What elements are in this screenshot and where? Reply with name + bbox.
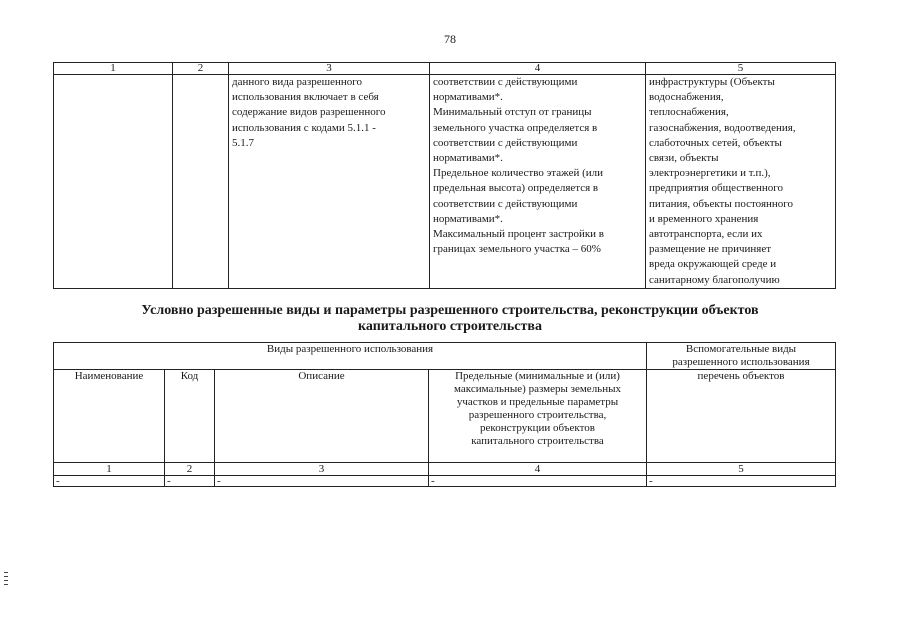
data-cell-2: - [165,476,215,487]
data-cell-1: - [54,476,165,487]
page-number: 78 [444,32,456,46]
number-1: 1 [54,463,165,476]
column-number-1: 1 [54,63,173,75]
group-header-row [54,343,836,370]
aux-objects-label: перечень объектов [697,370,785,382]
section-heading: Условно разрешенные виды и параметры разрешенного строительства, реконструкции объектов капитального строительства [141,303,759,334]
cell-auxiliary-objects: инфраструктуры (Объекты водоснабжения, теплоснабжения, газоснабжения, водоотведения, слаботочных сетей, объекты связи, объекты электроэнергетики и т.п.), предприятия общественного питания, объекты постоянного и временного хранения автотранспорта, если их размещение не причиняет вреда окружающей среде и санитарному благополучию [646,75,836,289]
cell-code [173,75,229,289]
data-cell-3: - [215,476,429,487]
continuation-header-row [54,63,836,75]
group-header: Виды разрешенного использования [54,343,647,370]
header-limits: Предельные (минимальные и (или) максимальные) размеры земельных участков и предельные параметры разрешенного строительства, реконструкции объектов капитального строительства [429,370,647,463]
aux-header [647,343,836,463]
aux-header-label: Вспомогательные виды разрешенного использования [672,343,810,368]
header-code: Код [165,370,215,463]
column-number-5: 5 [646,63,836,75]
column-number-3: 3 [229,63,430,75]
data-cell-4: - [429,476,647,487]
column-number-4: 4 [430,63,646,75]
column-number-2: 2 [173,63,229,75]
header-name: Наименование [54,370,165,463]
continuation-body-row [54,75,836,289]
continuation-table [53,62,836,289]
number-3: 3 [215,463,429,476]
number-row [54,463,836,476]
number-4: 4 [429,463,647,476]
cell-description: данного вида разрешенного использования включает в себя содержание видов разрешенного использования с кодами 5.1.1 - 5.1.7 [229,75,430,289]
header-description: Описание [215,370,429,463]
number-2: 2 [165,463,215,476]
data-cell-5: - [647,476,836,487]
conditional-uses-table [53,342,836,487]
cell-parameters: соответствии с действующими нормативами*. Минимальный отступ от границы земельного участка определяется в соответствии с действующими нормативами*. Предельное количество этажей (или предельная высота) определяется в соответствии с действующими нормативами*. Максимальный процент застройки в границах земельного участка – 60% [430,75,646,289]
scan-margin-marks [4,572,8,588]
data-row [54,476,836,487]
number-5: 5 [647,463,836,476]
cell-name [54,75,173,289]
